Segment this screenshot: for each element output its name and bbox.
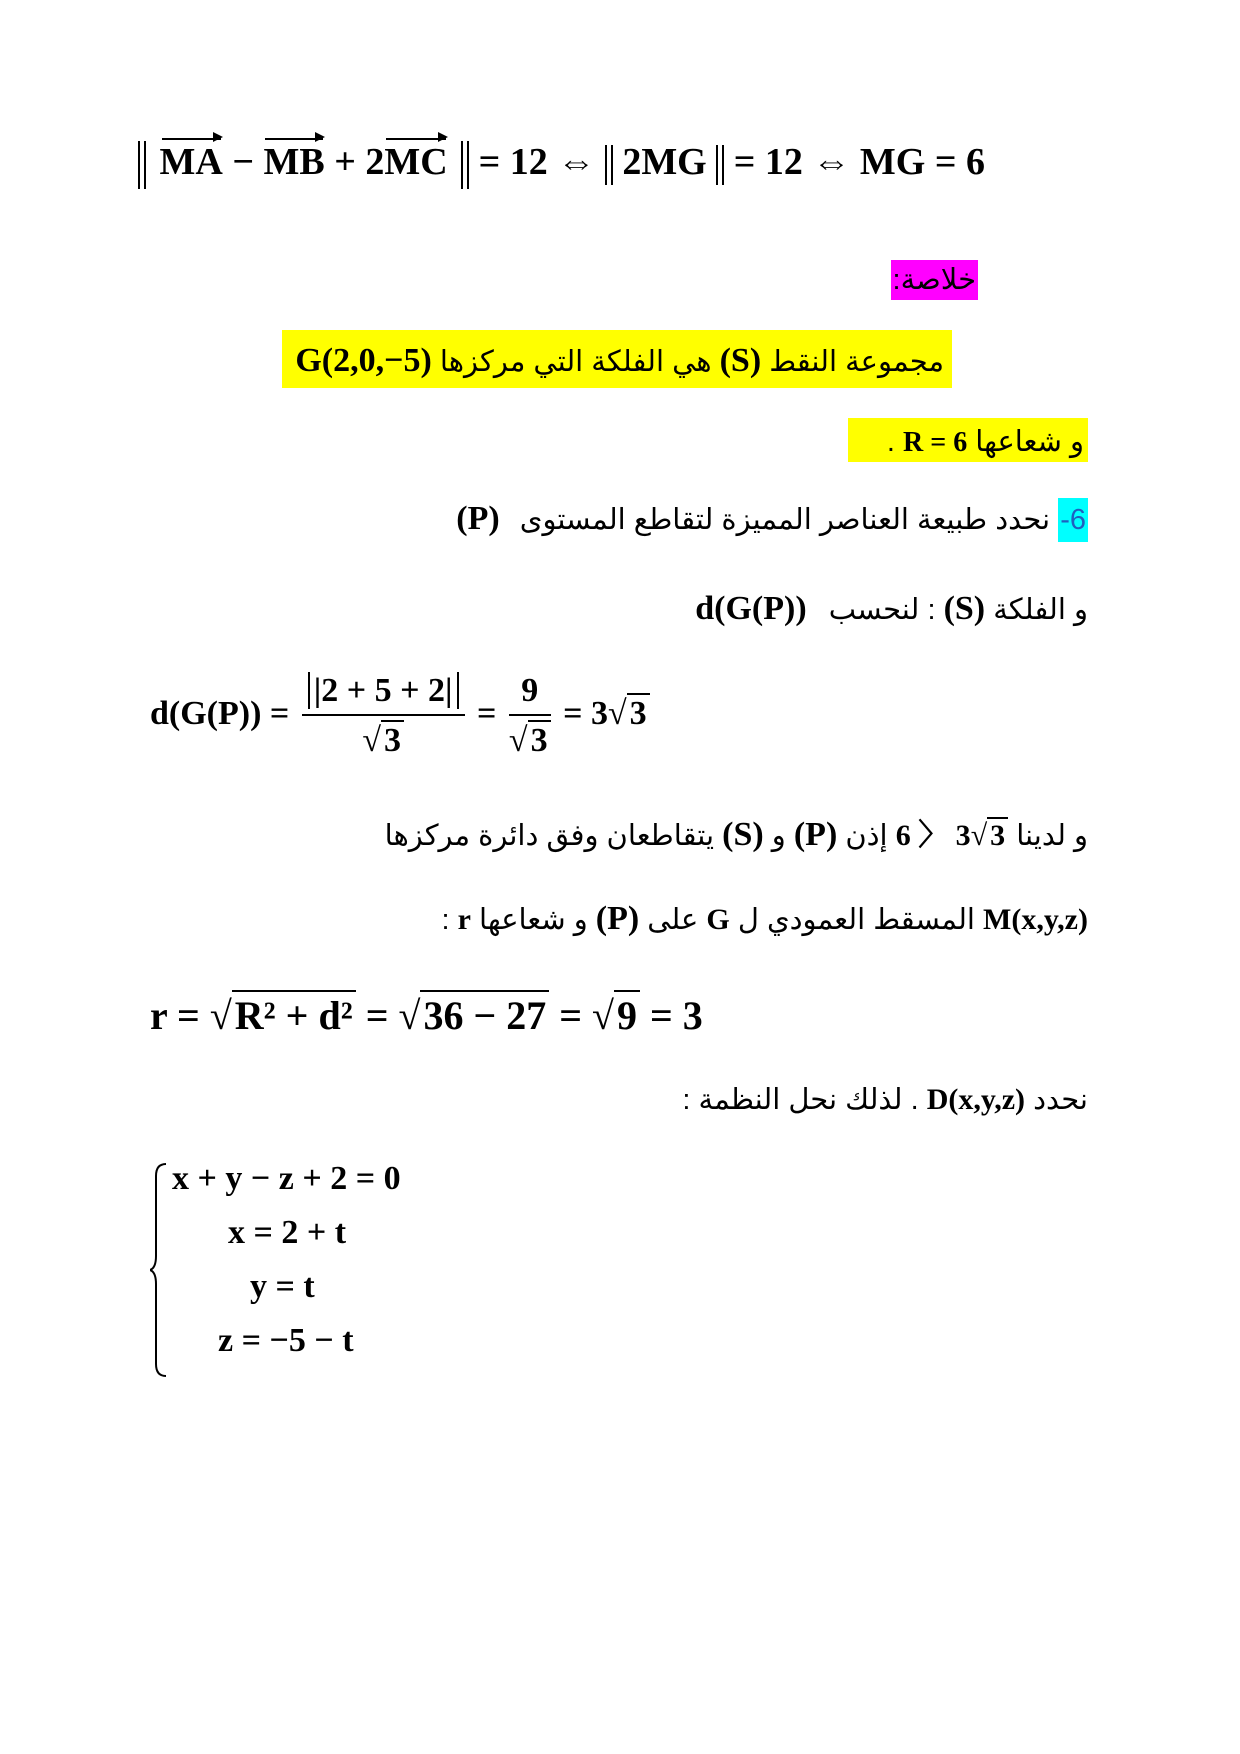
intersection-line <box>385 810 1088 854</box>
determine-dot: . <box>910 1084 919 1116</box>
norm-bar-right <box>461 141 469 189</box>
intersect-and: و <box>771 820 786 852</box>
equation-rhs-2: = 12 ⇔ MG = 6 <box>733 141 985 183</box>
determine-text1: نحدد <box>1033 1084 1088 1116</box>
point-g: G <box>706 903 730 936</box>
conclusion-text: خلاصة: <box>891 260 978 300</box>
sphere-def-text: مجموعة النقط <box>769 346 944 378</box>
compute-text2: لنحسب <box>828 594 920 626</box>
fraction-1: $\frac{|2 + 5 + 2|}{√3}$ <box>302 672 465 760</box>
sphere-s: (S) <box>719 342 762 379</box>
sphere-s-2: (S) <box>943 590 986 627</box>
sphere-definition <box>282 330 952 388</box>
determine-line <box>682 1082 1088 1117</box>
norm-bar-right-2 <box>716 145 724 185</box>
sphere-center: G(2,0,−5) <box>295 342 432 379</box>
inequality: 6 〉 3√ 3 <box>896 810 1008 854</box>
radius-eq-eq3: = 3 <box>640 993 703 1038</box>
section-6-line <box>456 500 1088 538</box>
vector-mb: MB <box>263 141 325 183</box>
distance-equation: d(G(P)) = $\frac{|2 + 5 + 2|}{√3}$ = $\frac{9}{√3}$ = 3√3 <box>150 672 650 760</box>
fraction-2-den: 3 <box>528 720 551 760</box>
system-eq-3: y = t <box>250 1268 315 1305</box>
distance-lhs: d(G(P)) = <box>150 694 290 732</box>
intersect-text1: و لدينا <box>1016 820 1088 852</box>
plane-p: (P) <box>456 500 500 537</box>
section-6-text: نحدد طبيعة العناصر المميزة لتقاطع المستوى <box>519 504 1051 536</box>
radius-equation: r = √R² + d² = √36 − 27 = √9 = 3 <box>150 990 703 1039</box>
vector-mc: MC <box>384 141 448 183</box>
system-eq-4: z = −5 − t <box>218 1322 354 1359</box>
radius-line <box>848 418 1088 462</box>
radius-text: و شعاعها <box>975 426 1084 458</box>
sphere-def-text2: هي الفلكة التي مركزها <box>439 346 712 378</box>
sphere-s-3: (S) <box>722 816 764 853</box>
projection-text1: المسقط العمودي ل <box>737 904 975 936</box>
radius-eq-eq1: = <box>355 993 399 1038</box>
conclusion-label <box>891 262 978 297</box>
projection-colon: : <box>441 904 450 936</box>
coefficient-two: 2 <box>365 141 385 183</box>
plane-p-3: (P) <box>595 900 640 937</box>
vector-ma: MA <box>159 141 223 183</box>
radius-eq-rad1: R² + d² <box>232 990 356 1039</box>
system-eq-2: x = 2 + t <box>228 1214 347 1251</box>
projection-line <box>442 900 1089 938</box>
equation-rhs: = 12 ⇔ <box>478 141 605 183</box>
radius-dot: . <box>886 426 895 458</box>
equation-system <box>150 1160 450 1380</box>
norm-bar-left-2 <box>605 145 613 185</box>
radius-r: r <box>457 903 471 936</box>
radius-eq-rad3: 9 <box>614 990 640 1039</box>
fraction-1-num: |2 + 5 + 2| <box>308 672 459 709</box>
distance-expr: d(G(P)) <box>695 590 807 627</box>
fraction-1-den: 3 <box>381 720 404 760</box>
fraction-2: $\frac{9}{√3}$ <box>509 672 551 760</box>
radius-value: R = 6 <box>903 427 968 458</box>
radius-eq-rad2: 36 − 27 <box>420 990 549 1039</box>
point-m: M(x,y,z) <box>983 903 1088 936</box>
compute-text1: و الفلكة <box>993 594 1088 626</box>
projection-text2: على <box>647 904 699 936</box>
norm-bar-left <box>138 141 146 189</box>
radius-eq-lhs: r = <box>150 993 210 1038</box>
equals-sign: = <box>477 694 497 732</box>
system-brace <box>150 1160 170 1380</box>
vector-2mg: 2MG <box>622 141 707 183</box>
minus-sign: − <box>232 141 254 183</box>
system-eq-1: x + y − z + 2 = 0 <box>172 1160 401 1197</box>
plus-sign: + <box>334 141 356 183</box>
intersect-text2: إذن <box>845 820 888 852</box>
section-number: 6- <box>1058 498 1088 542</box>
norm-equation <box>138 140 985 189</box>
point-d: D(x,y,z) <box>926 1083 1025 1116</box>
intersect-text3: يتقاطعان وفق دائرة مركزها <box>384 820 715 852</box>
determine-text2: لذلك نحل النظمة : <box>682 1084 903 1116</box>
distance-rhs-rad: 3 <box>627 693 650 733</box>
plane-p-2: (P) <box>793 816 838 853</box>
projection-text3: و شعاعها <box>479 904 588 936</box>
compute-line <box>695 590 1088 628</box>
radius-eq-eq2: = <box>549 993 593 1038</box>
compute-colon: : <box>927 594 936 626</box>
distance-rhs: = 3 <box>563 694 608 732</box>
fraction-2-num: 9 <box>509 672 551 716</box>
